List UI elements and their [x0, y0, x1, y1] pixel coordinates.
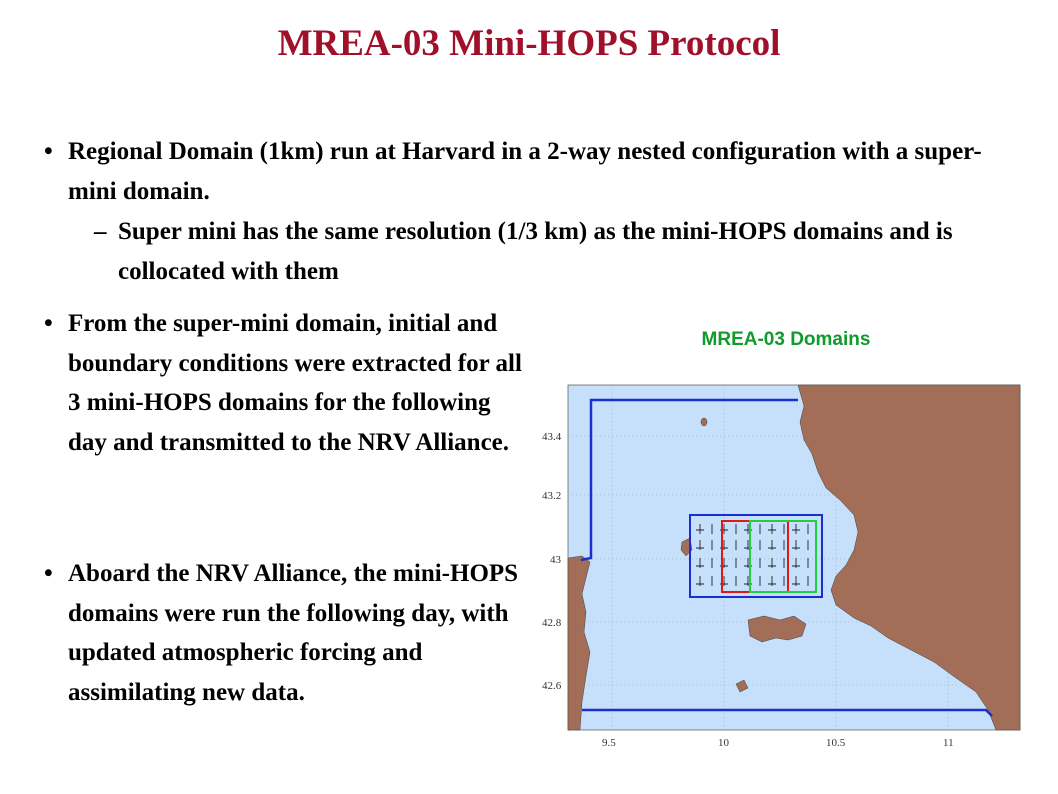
- bullet-marker: •: [44, 138, 53, 165]
- y-tick-label: 42.6: [542, 680, 562, 692]
- dash-marker: –: [94, 218, 107, 245]
- bullet-marker: •: [44, 560, 53, 587]
- bullet-super-mini-extraction: [44, 304, 534, 462]
- bullet-text: Regional Domain (1km) run at Harvard in a 2-way nested configuration with a super-mini domain.: [68, 138, 982, 205]
- bullet-regional-domain: [44, 132, 1004, 292]
- slide-title: MREA-03 Mini-HOPS Protocol: [277, 23, 781, 64]
- gorgona-island: [701, 418, 707, 426]
- y-tick-label: 42.8: [542, 617, 562, 629]
- map-title: MREA-03 Domains: [701, 329, 871, 350]
- y-tick-label: 43.4: [542, 431, 562, 443]
- bullet-marker: •: [44, 310, 53, 337]
- x-tick-label: 10.5: [826, 737, 846, 749]
- x-tick-label: 9.5: [602, 737, 616, 749]
- bullet-text: From the super-mini domain, initial and boundary conditions were extracted for all 3 mini-HOPS domains for the following day and transmitted to the NRV Alliance.: [68, 310, 522, 456]
- y-tick-label: 43: [550, 554, 561, 566]
- bullet-nrv-alliance: [44, 554, 534, 712]
- x-tick-label: 10: [718, 737, 729, 749]
- y-tick-label: 43.2: [542, 490, 562, 502]
- bullet-text: Aboard the NRV Alliance, the mini-HOPS domains were run the following day, with updated atmospheric forcing and assimilating new data.: [68, 560, 519, 706]
- domains-map: [536, 380, 1026, 750]
- sub-bullet-text: Super mini has the same resolution (1/3 km) as the mini-HOPS domains and is collocated with them: [118, 218, 953, 285]
- sub-bullet-super-mini: [94, 212, 1004, 292]
- x-tick-label: 11: [943, 737, 954, 749]
